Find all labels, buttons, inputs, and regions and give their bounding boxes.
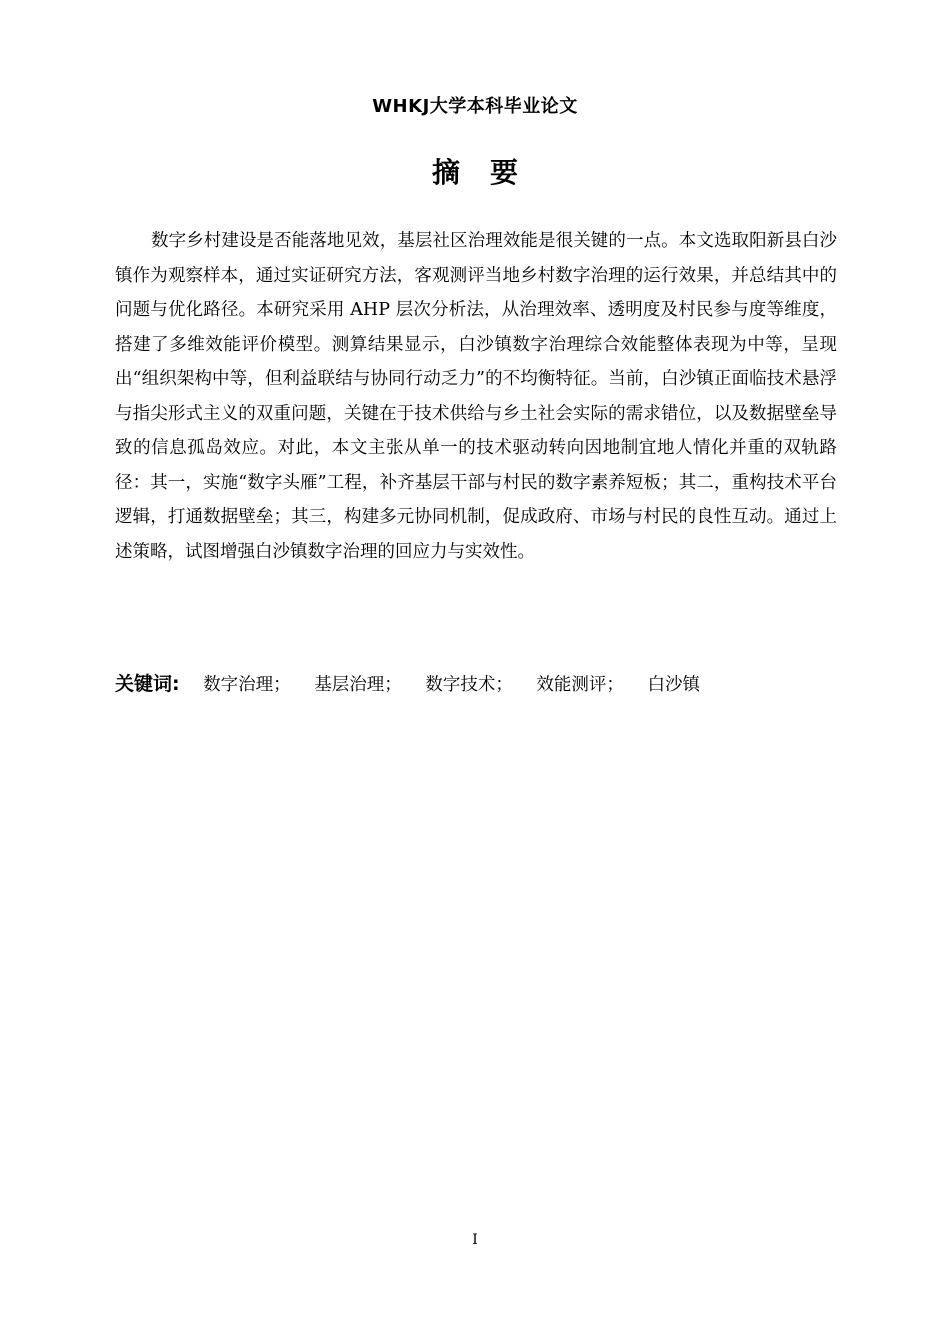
keywords-line xyxy=(115,668,837,701)
keyword-item: 数字技术； xyxy=(425,675,513,695)
abstract-body: 数字乡村建设是否能落地见效，基层社区治理效能是很关键的一点。本文选取阳新县白沙镇作为观察样本，通过实证研究方法，客观测评当地乡村数字治理的运行效果，并总结其中的问题与优化路径。本研究采用 AHP 层次分析法，从治理效率、透明度及村民参与度等维度，搭建了多维效能评价模型。测算结果显示，白沙镇数字治理综合效能整体表现为中等，呈现出“组织架构中等，但利益联结与协同行动乏力”的不均衡特征。当前，白沙镇正面临技术悬浮与指尖形式主义的双重问题，关键在于技术供给与乡土社会实际的需求错位，以及数据壁垒导致的信息孤岛效应。对此，本文主张从单一的技术驱动转向因地制宜地人情化并重的双轨路径：其一，实施“数字头雁”工程，补齐基层干部与村民的数字素养短板；其二，重构技术平台逻辑，打通数据壁垒；其三，构建多元协同机制，促成政府、市场与村民的良性互动。通过上述策略，试图增强白沙镇数字治理的回应力与实效性。 xyxy=(115,231,837,562)
thesis-header-title: WHKJ大学本科毕业论文 xyxy=(372,96,578,117)
keyword-item: 白沙镇 xyxy=(647,675,700,695)
page-number: I xyxy=(472,1232,478,1248)
keywords-label: 关键词: xyxy=(115,673,180,695)
keyword-item: 数字治理； xyxy=(203,675,291,695)
keyword-item: 效能测评； xyxy=(536,675,624,695)
keyword-item: 基层治理； xyxy=(314,675,402,695)
abstract-heading: 摘要 xyxy=(431,156,548,189)
